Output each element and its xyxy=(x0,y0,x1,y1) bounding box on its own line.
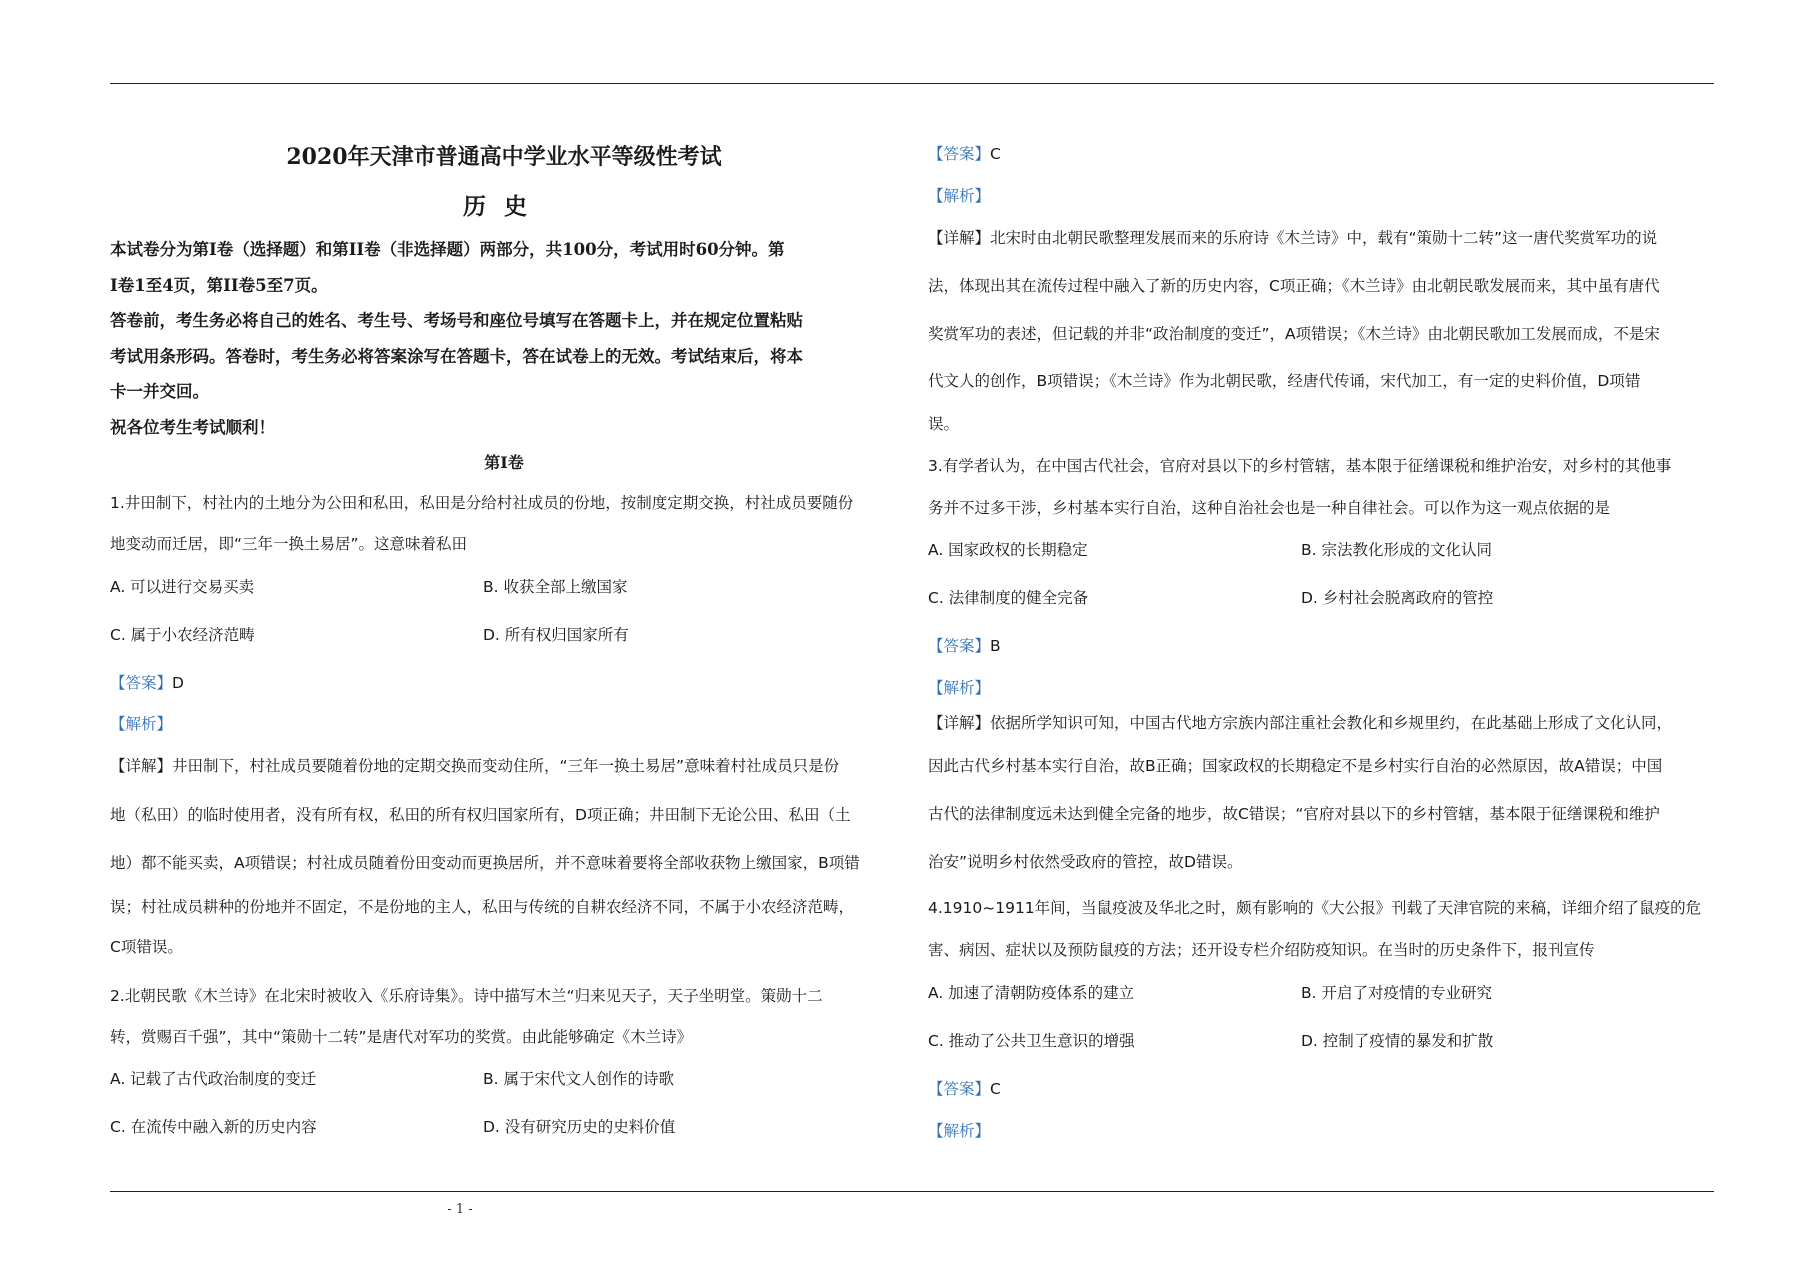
q1-detail-line-3: 地）都不能买卖，A项错误；村社成员随着份田变动而更换居所，并不意味着要将全部收获物上缴国家，B项错 xyxy=(110,854,860,872)
q4-answer-value: C xyxy=(990,1080,1001,1098)
q3-analysis-tag: 【解析】 xyxy=(928,679,991,697)
header-rule xyxy=(110,83,1714,84)
exam-subject: 历史 xyxy=(463,193,545,220)
q1-detail-line-2: 地（私田）的临时使用者，没有所有权，私田的所有权归国家所有，D项正确；井田制下无论公田、私田（土 xyxy=(110,806,851,824)
q1-analysis-tag: 【解析】 xyxy=(110,715,173,733)
notice-line-3: 答卷前，考生务必将自己的姓名、考生号、考场号和座位号填写在答题卡上，并在规定位置粘贴 xyxy=(110,311,803,330)
q4-option-a: A. 加速了清朝防疫体系的建立 xyxy=(928,984,1135,1002)
q3-option-c: C. 法律制度的健全完备 xyxy=(928,589,1089,607)
q2-option-a: A. 记载了古代政治制度的变迁 xyxy=(110,1070,317,1088)
q1-answer-value: D xyxy=(172,674,184,692)
q4-option-d: D. 控制了疫情的暴发和扩散 xyxy=(1301,1032,1494,1050)
footer-rule xyxy=(110,1191,1714,1192)
notice-line-1: 本试卷分为第Ⅰ卷（选择题）和第II卷（非选择题）两部分，共100分，考试用时60分钟。第 xyxy=(110,240,785,259)
q4-option-c: C. 推动了公共卫生意识的增强 xyxy=(928,1032,1135,1050)
q2-detail-line-1: 【详解】北宋时由北朝民歌整理发展而来的乐府诗《木兰诗》中，载有“策勋十二转”这一唐代奖赏军功的说 xyxy=(928,229,1658,247)
q1-option-a: A. 可以进行交易买卖 xyxy=(110,578,255,596)
answer-tag: 【答案】 xyxy=(928,145,991,163)
q3-stem-line-1: 3.有学者认为，在中国古代社会，官府对县以下的乡村管辖，基本限于征缮课税和维护治安，对乡村的其他事 xyxy=(928,457,1672,475)
section-title: 第Ⅰ卷 xyxy=(484,453,524,472)
q4-analysis-tag: 【解析】 xyxy=(928,1122,991,1140)
q3-stem-line-2: 务并不过多干涉，乡村基本实行自治，这种自治社会也是一种自律社会。可以作为这一观点依据的是 xyxy=(928,499,1611,517)
q3-option-b: B. 宗法教化形成的文化认同 xyxy=(1301,541,1492,559)
q2-option-d: D. 没有研究历史的史料价值 xyxy=(483,1118,676,1136)
notice-wish: 祝各位考生考试顺利！ xyxy=(110,418,275,437)
q1-stem-line-1: 1.井田制下，村社内的土地分为公田和私田，私田是分给村社成员的份地，按制度定期交换，村社成员要随份 xyxy=(110,494,854,512)
q1-stem-line-2: 地变动而迁居，即“三年一换土易居”。这意味着私田 xyxy=(110,535,468,553)
notice-line-5: 卡一并交回。 xyxy=(110,382,209,401)
q1-detail-line-5: C项错误。 xyxy=(110,938,183,956)
q2-detail-line-4: 代文人的创作，B项错误；《木兰诗》作为北朝民歌，经唐代传诵，宋代加工，有一定的史料价值，D项错 xyxy=(928,372,1641,390)
notice-line-2: Ⅰ卷1至4页，第II卷5至7页。 xyxy=(110,276,328,295)
q3-answer-value: B xyxy=(990,637,1001,655)
notice-line-4: 考试用条形码。答卷时，考生务必将答案涂写在答题卡，答在试卷上的无效。考试结束后，将本 xyxy=(110,347,803,366)
q4-stem-line-2: 害、病因、症状以及预防鼠疫的方法；还开设专栏介绍防疫知识。在当时的历史条件下，报刊宣传 xyxy=(928,941,1595,959)
q4-option-b: B. 开启了对疫情的专业研究 xyxy=(1301,984,1492,1002)
q3-detail-line-3: 古代的法律制度远未达到健全完备的地步，故C错误；“官府对县以下的乡村管辖，基本限于征缮课税和维护 xyxy=(928,805,1660,823)
q2-stem-line-1: 2.北朝民歌《木兰诗》在北宋时被收入《乐府诗集》。诗中描写木兰“归来见天子，天子坐明堂。策勋十二 xyxy=(110,987,823,1005)
q1-option-c: C. 属于小农经济范畴 xyxy=(110,626,255,644)
q3-detail-line-1: 【详解】依据所学知识可知，中国古代地方宗族内部注重社会教化和乡规里约，在此基础上形成了文化认同， xyxy=(928,714,1673,732)
q3-option-a: A. 国家政权的长期稳定 xyxy=(928,541,1088,559)
q1-detail-line-4: 误；村社成员耕种的份地并不固定，不是份地的主人，私田与传统的自耕农经济不同，不属于小农经济范畴， xyxy=(110,898,855,916)
q3-option-d: D. 乡村社会脱离政府的管控 xyxy=(1301,589,1494,607)
exam-title: 2020年天津市普通高中学业水平等级性考试 xyxy=(286,144,722,170)
q1-option-d: D. 所有权归国家所有 xyxy=(483,626,629,644)
answer-tag: 【答案】 xyxy=(110,674,173,692)
q2-stem-line-2: 转，赏赐百千强”，其中“策勋十二转”是唐代对军功的奖赏。由此能够确定《木兰诗》 xyxy=(110,1028,693,1046)
q2-answer xyxy=(928,145,1001,163)
q2-detail-line-3: 奖赏军功的表述，但记载的并非“政治制度的变迁”，A项错误；《木兰诗》由北朝民歌加工发展而成，不是宋 xyxy=(928,325,1660,343)
q3-answer xyxy=(928,637,1001,655)
q2-option-c: C. 在流传中融入新的历史内容 xyxy=(110,1118,317,1136)
q2-detail-line-2: 法，体现出其在流传过程中融入了新的历史内容，C项正确；《木兰诗》由北朝民歌发展而来，其中虽有唐代 xyxy=(928,277,1660,295)
q4-stem-line-1: 4.1910~1911年间，当鼠疫波及华北之时，颇有影响的《大公报》刊载了天津官院的来稿，详细介绍了鼠疫的危 xyxy=(928,899,1702,917)
q1-option-b: B. 收获全部上缴国家 xyxy=(483,578,628,596)
q3-detail-line-2: 因此古代乡村基本实行自治，故B正确；国家政权的长期稳定不是乡村实行自治的必然原因，故A错误；中国 xyxy=(928,757,1663,775)
q2-option-b: B. 属于宋代文人创作的诗歌 xyxy=(483,1070,674,1088)
q2-analysis-tag: 【解析】 xyxy=(928,187,991,205)
page-number: - 1 - xyxy=(447,1202,473,1217)
q2-answer-value: C xyxy=(990,145,1001,163)
q2-detail-line-5: 误。 xyxy=(928,415,960,433)
q3-detail-line-4: 治安”说明乡村依然受政府的管控，故D错误。 xyxy=(928,853,1243,871)
q1-answer xyxy=(110,674,184,692)
q1-detail-line-1: 【详解】井田制下，村社成员要随着份地的定期交换而变动住所，“三年一换土易居”意味着村社成员只是份 xyxy=(110,757,840,775)
answer-tag: 【答案】 xyxy=(928,1080,991,1098)
answer-tag: 【答案】 xyxy=(928,637,991,655)
q4-answer xyxy=(928,1080,1001,1098)
